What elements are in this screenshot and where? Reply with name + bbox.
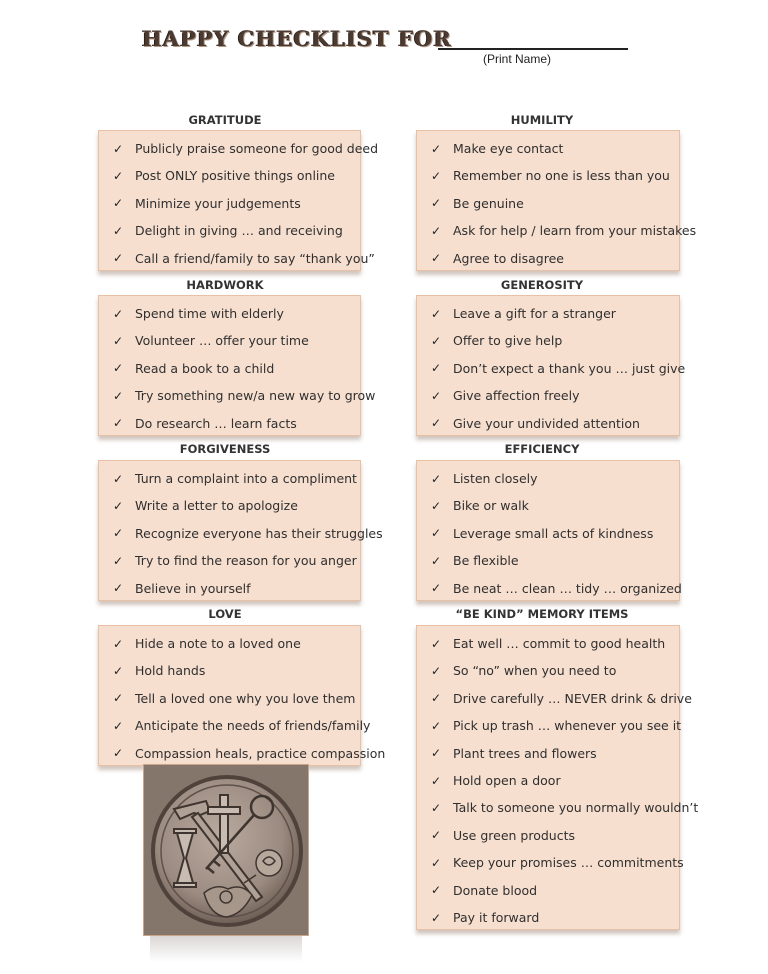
checklist-item <box>417 300 616 327</box>
checklist-box-gratitude <box>98 130 379 271</box>
checklist-item-label: Recognize everyone has their struggles <box>135 525 383 541</box>
checklist-item <box>417 245 564 272</box>
checkmark-icon: ✓ <box>430 553 442 568</box>
checklist-item <box>99 217 343 244</box>
checklist-item-label: Call a friend/family to say “thank you” <box>135 250 375 266</box>
checkmark-icon: ✓ <box>430 333 442 348</box>
checklist-item-label: Spend time with elderly <box>135 306 284 321</box>
checkmark-icon: ✓ <box>430 855 442 870</box>
checklist-item <box>417 162 670 189</box>
checkmark-icon: ✓ <box>430 828 442 843</box>
print-name-caption: (Print Name) <box>483 52 552 66</box>
checklist-item-label: Talk to someone you normally wouldn’t <box>453 800 699 816</box>
section-title-memory-items: “BE KIND” MEMORY ITEMS <box>455 607 629 621</box>
checklist-item <box>99 382 375 409</box>
checkmark-icon: ✓ <box>112 388 124 403</box>
checklist-item-label: Leave a gift for a stranger <box>453 306 616 321</box>
checklist-item <box>99 685 355 712</box>
checklist-box-love <box>98 625 386 766</box>
checklist-item <box>417 355 685 382</box>
checklist-item-label: Make eye contact <box>453 141 564 156</box>
checklist-item-label: Turn a complaint into a compliment <box>135 471 357 486</box>
checkmark-icon: ✓ <box>430 471 442 486</box>
checkmark-icon: ✓ <box>112 553 124 568</box>
checklist-item <box>99 355 274 382</box>
checkmark-icon: ✓ <box>112 498 124 513</box>
checklist-item-label: Offer to give help <box>453 333 563 349</box>
checkmark-icon: ✓ <box>430 388 442 403</box>
checklist-item-label: Agree to disagree <box>453 250 564 266</box>
checklist-item <box>417 849 684 876</box>
checkmark-icon: ✓ <box>430 910 442 925</box>
checkmark-icon: ✓ <box>112 636 124 651</box>
checklist-item <box>417 767 561 794</box>
checklist-item-label: Tell a loved one why you love them <box>135 690 356 706</box>
checklist-item-label: Hide a note to a loved one <box>135 636 301 651</box>
checklist-box-memory-items <box>416 625 699 930</box>
checklist-item-label: Use green products <box>453 827 575 843</box>
section-title-efficiency: EFFICIENCY <box>504 442 580 456</box>
checklist-item <box>417 877 537 904</box>
checklist-item-label: Give your undivided attention <box>453 415 640 431</box>
checkmark-icon: ✓ <box>430 691 442 706</box>
checklist-item <box>417 657 616 684</box>
checkmark-icon: ✓ <box>430 498 442 513</box>
checklist-item <box>417 382 580 409</box>
checklist-item-label: Hold open a door <box>453 773 561 788</box>
checklist-item <box>417 135 563 162</box>
checklist-item <box>417 520 653 547</box>
checklist-item-label: Write a letter to apologize <box>135 498 298 514</box>
checklist-item-label: Eat well … commit to good health <box>453 636 666 651</box>
checklist-item-label: Anticipate the needs of friends/family <box>135 718 371 734</box>
checkmark-icon: ✓ <box>112 223 124 238</box>
checklist-item-label: Compassion heals, practice compassion <box>135 745 386 761</box>
checklist-item-label: Post ONLY positive things online <box>135 168 335 184</box>
checklist-box-generosity <box>416 295 686 436</box>
checklist-item <box>417 904 539 931</box>
checklist-item <box>417 712 681 739</box>
checklist-item <box>99 520 383 547</box>
checklist-item <box>99 135 378 162</box>
section-title-humility: HUMILITY <box>510 113 574 127</box>
checklist-item-label: Leverage small acts of kindness <box>453 525 654 541</box>
checklist-box-hardwork <box>98 295 376 436</box>
checkmark-icon: ✓ <box>112 251 124 266</box>
checklist-item <box>417 685 692 712</box>
checkmark-icon: ✓ <box>112 306 124 321</box>
checkmark-icon: ✓ <box>112 526 124 541</box>
checklist-item-label: Keep your promises … commitments <box>453 855 684 871</box>
section-title-love: LOVE <box>208 607 242 621</box>
checklist-item <box>99 300 284 327</box>
checklist-item-label: Pick up trash … whenever you see it <box>453 718 682 734</box>
checklist-item-label: Don’t expect a thank you … just give <box>453 360 686 376</box>
checkmark-icon: ✓ <box>430 718 442 733</box>
checkmark-icon: ✓ <box>430 196 442 211</box>
checkmark-icon: ✓ <box>430 168 442 183</box>
checkmark-icon: ✓ <box>430 883 442 898</box>
checklist-item <box>99 190 301 217</box>
checklist-item-label: Believe in yourself <box>135 580 251 596</box>
checklist-item-label: Do research … learn facts <box>135 415 297 431</box>
checklist-item <box>99 712 370 739</box>
checklist-item-label: Remember no one is less than you <box>453 168 670 184</box>
page-title: HAPPY CHECKLIST FOR <box>142 26 452 51</box>
checklist-box-efficiency <box>416 460 680 601</box>
medallion-image <box>143 764 309 936</box>
checklist-item-label: Drive carefully … NEVER drink & drive <box>453 690 692 706</box>
checkmark-icon: ✓ <box>430 581 442 596</box>
checkmark-icon: ✓ <box>430 361 442 376</box>
checkmark-icon: ✓ <box>112 141 124 156</box>
checklist-item-label: Delight in giving … and receiving <box>135 223 343 239</box>
checkmark-icon: ✓ <box>430 251 442 266</box>
checklist-item <box>417 630 665 657</box>
checkmark-icon: ✓ <box>430 526 442 541</box>
medallion-reflection <box>150 936 302 962</box>
checklist-item-label: Be flexible <box>453 553 519 569</box>
checkmark-icon: ✓ <box>112 718 124 733</box>
checkmark-icon: ✓ <box>430 416 442 431</box>
checklist-item <box>417 465 538 492</box>
checkmark-icon: ✓ <box>112 746 124 761</box>
checklist-item <box>99 630 301 657</box>
checkmark-icon: ✓ <box>112 471 124 486</box>
checklist-item-label: Be genuine <box>453 195 524 211</box>
checklist-item-label: Try something new/a new way to grow <box>135 388 376 404</box>
checklist-item <box>99 547 357 574</box>
checklist-item-label: Try to find the reason for you anger <box>135 553 357 569</box>
section-title-gratitude: GRATITUDE <box>188 113 262 127</box>
checklist-item <box>417 575 682 602</box>
checklist-item <box>417 740 597 767</box>
checkmark-icon: ✓ <box>112 168 124 183</box>
checklist-item <box>99 327 309 354</box>
section-title-generosity: GENEROSITY <box>500 278 584 292</box>
checkmark-icon: ✓ <box>430 306 442 321</box>
checklist-item-label: Publicly praise someone for good deed <box>135 141 379 156</box>
checkmark-icon: ✓ <box>112 333 124 348</box>
checkmark-icon: ✓ <box>430 223 442 238</box>
checklist-box-forgiveness <box>98 460 383 601</box>
checkmark-icon: ✓ <box>112 581 124 596</box>
checklist-item-label: Hold hands <box>135 663 206 679</box>
checklist-item-label: Volunteer … offer your time <box>135 333 309 349</box>
checklist-box-humility <box>416 130 697 271</box>
checklist-item <box>99 575 251 602</box>
checkmark-icon: ✓ <box>430 141 442 156</box>
checklist-item <box>99 245 375 272</box>
checklist-item-label: Donate blood <box>453 882 538 898</box>
checklist-item-label: Give affection freely <box>453 388 580 404</box>
medallion-illustration <box>144 765 309 936</box>
checkmark-icon: ✓ <box>430 636 442 651</box>
checkmark-icon: ✓ <box>112 691 124 706</box>
checklist-item-label: Read a book to a child <box>135 360 275 376</box>
checklist-item <box>417 822 575 849</box>
checkmark-icon: ✓ <box>430 800 442 815</box>
checkmark-icon: ✓ <box>430 663 442 678</box>
checklist-item <box>99 465 357 492</box>
checklist-item <box>417 492 529 519</box>
checklist-item <box>99 410 297 437</box>
checklist-item <box>99 740 385 767</box>
checkmark-icon: ✓ <box>112 196 124 211</box>
checkmark-icon: ✓ <box>112 416 124 431</box>
checklist-item <box>417 547 519 574</box>
checklist-item-label: Listen closely <box>453 471 538 486</box>
checklist-item-label: Ask for help / learn from your mistakes <box>453 223 697 239</box>
checklist-item <box>99 657 205 684</box>
checklist-item-label: Pay it forward <box>453 910 540 925</box>
checklist-item-label: Minimize your judgements <box>135 195 301 211</box>
checkmark-icon: ✓ <box>112 663 124 678</box>
checklist-item-label: Plant trees and flowers <box>453 745 597 761</box>
print-name-line <box>438 48 628 50</box>
checkmark-icon: ✓ <box>430 773 442 788</box>
checklist-item-label: Be neat … clean … tidy … organized <box>453 580 682 596</box>
checklist-item <box>417 217 696 244</box>
checklist-item <box>99 162 335 189</box>
checklist-item <box>417 410 640 437</box>
checklist-item-label: Bike or walk <box>453 498 529 514</box>
checkmark-icon: ✓ <box>112 361 124 376</box>
checklist-item-label: So “no” when you need to <box>453 663 617 679</box>
section-title-forgiveness: FORGIVENESS <box>179 442 271 456</box>
checklist-item <box>99 492 298 519</box>
checklist-item <box>417 794 698 821</box>
section-title-hardwork: HARDWORK <box>186 278 264 292</box>
checklist-item <box>417 327 562 354</box>
checklist-item <box>417 190 524 217</box>
checkmark-icon: ✓ <box>430 746 442 761</box>
